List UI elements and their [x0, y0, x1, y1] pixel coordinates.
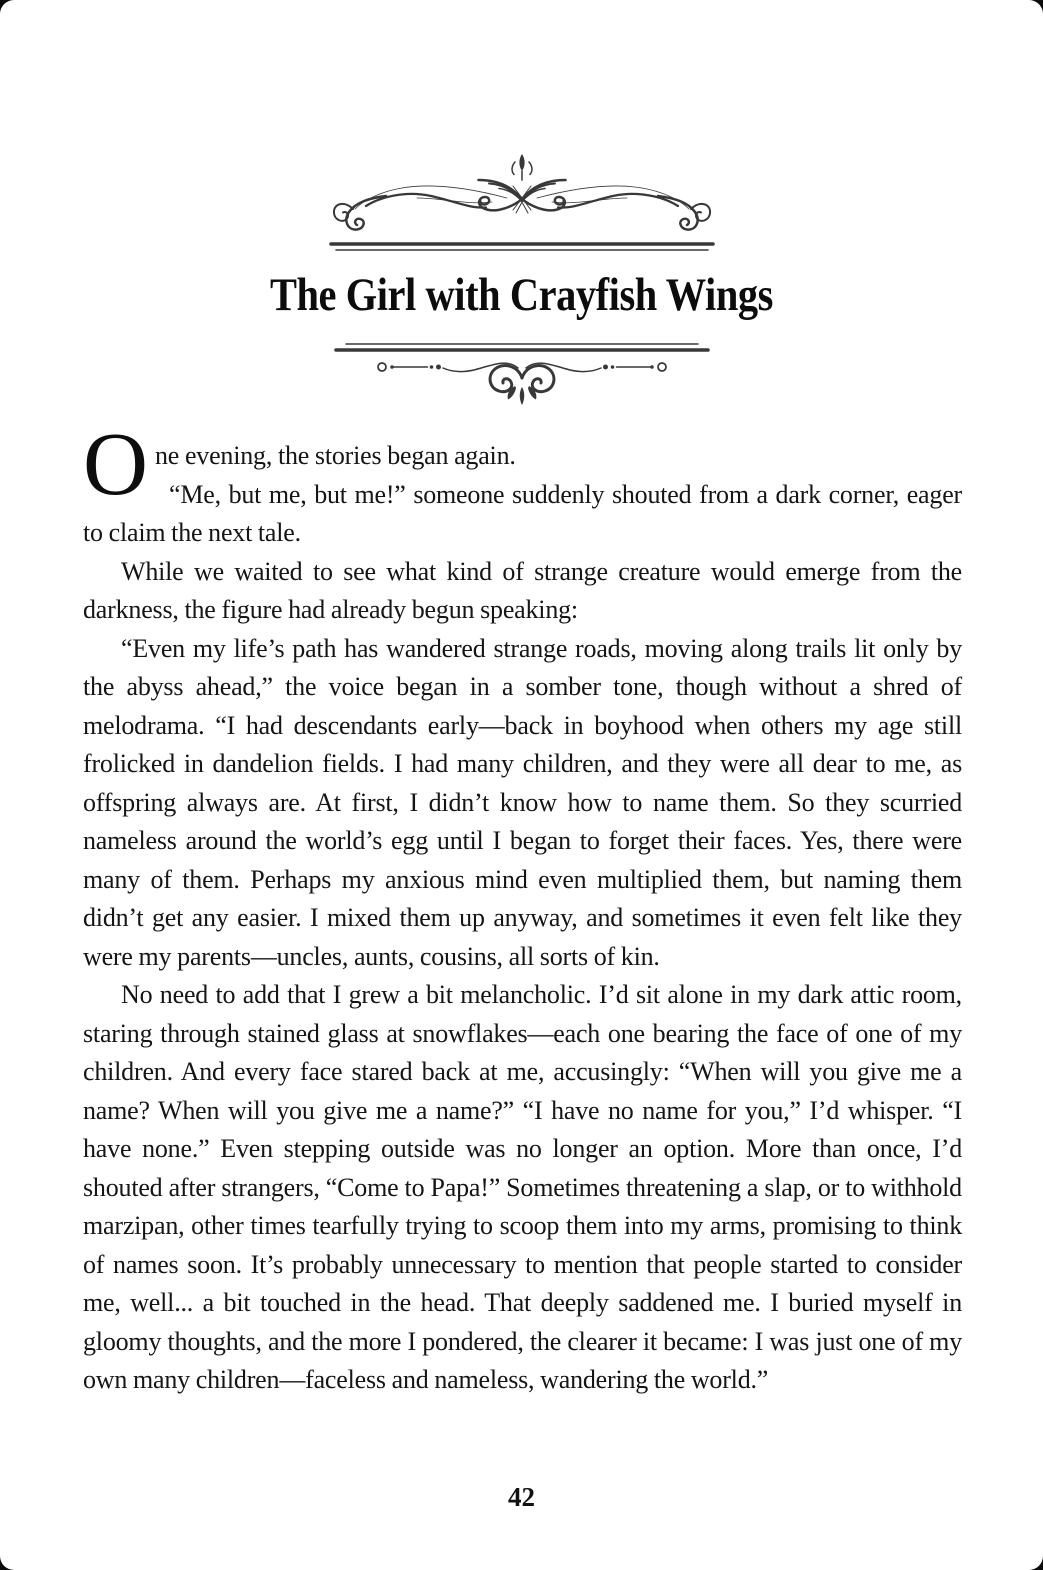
drop-cap-letter: O — [83, 415, 148, 514]
paragraph-2: “Me, but me, but me!” someone suddenly shouted from a dark corner, eager to claim the next tale. — [83, 479, 962, 547]
top-flourish-ornament — [327, 150, 717, 258]
paragraph-4: “Even my life’s path has wandered strange roads, moving along trails lit only by the abyss ahead,” the voice began in a somber tone, though without a shred of melodrama. “I had descendants early—back in boyhood when others my age still frolicked in dandelion fields. I had many children, and they were all dear to me, as offspring always are. At first, I didn’t know how to name them. So they scurried nameless around the world’s egg until I began to forget their faces. Yes, there were many of them. Perhaps my anxious mind even multiplied them, but naming them didn’t get any easier. I mixed them up anyway, and sometimes it even felt like they were my parents—uncles, aunts, cousins, all sorts of kin. — [83, 633, 962, 971]
paragraph-3: While we waited to see what kind of strange creature would emerge from the darkness, the figure had already begun speaking: — [83, 556, 962, 624]
drop-cap — [83, 415, 155, 514]
chapter-title-text: The Girl with Crayfish Wings — [269, 269, 774, 321]
bottom-flourish-ornament — [332, 340, 712, 410]
paragraph-5: No need to add that I grew a bit melancholic. I’d sit alone in my dark attic room, staring through stained glass at snowflakes—each one bearing the face of one of my children. And every face stared back at me, accusingly: “When will you give me a name? When will you give me a name?” “I have no name for you,” I’d whisper. “I have none.” Even stepping outside was no longer an option. More than once, I’d shouted after strangers, “Come to Papa!” Sometimes threatening a slap, or to withhold marzipan, other times tearfully trying to scoop them into my arms, promising to think of names soon. It’s probably unnecessary to mention that people started to consider me, well... a bit touched in the head. That deeply saddened me. I buried myself in gloomy thoughts, and the more I pondered, the clearer it became: I was just one of my own many children—faceless and nameless, wandering the world.” — [83, 980, 962, 1394]
page-number: 42 — [508, 1482, 535, 1512]
chapter-title — [0, 268, 1043, 322]
paragraph-1-text: ne evening, the stories began again. — [155, 441, 516, 470]
story-text — [83, 415, 962, 1400]
